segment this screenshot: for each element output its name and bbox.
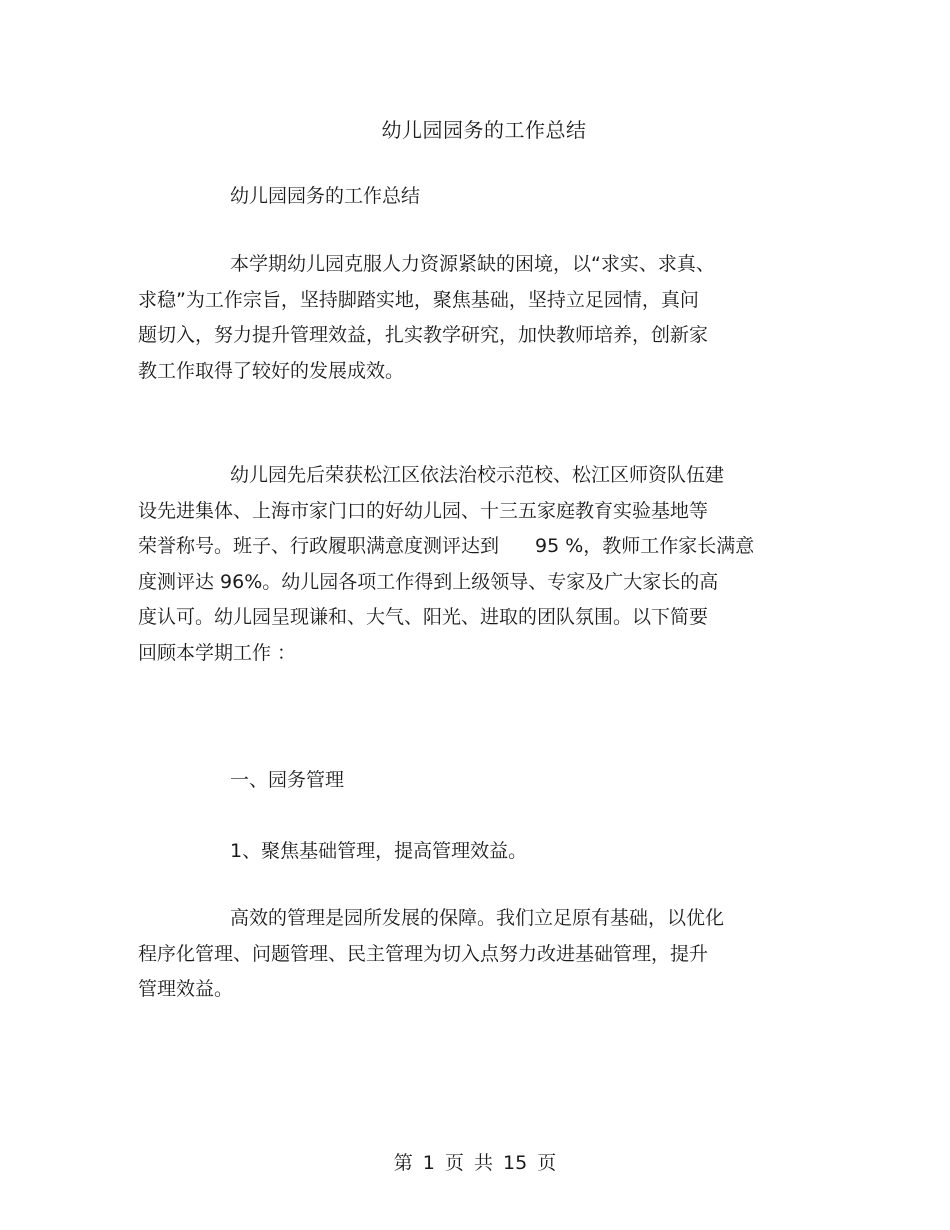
paragraph-honors <box>138 458 798 671</box>
paragraph-line: 高效的管理是园所发展的保障。我们立足原有基础，以优化 <box>230 907 725 929</box>
subsection-heading: 1、聚焦基础管理，提高管理效益。 <box>230 840 528 862</box>
paragraph-line <box>138 565 798 601</box>
document-subtitle: 幼儿园园务的工作总结 <box>230 185 421 207</box>
document-title: 幼儿园园务的工作总结 <box>381 118 587 142</box>
paragraph-fragment: 度测评达 <box>138 570 215 593</box>
paragraph-line: 教工作取得了较好的发展成效。 <box>138 359 405 382</box>
paragraph-line: 题切入，努力提升管理效益，扎实教学研究，加快教师培养，创新家 <box>138 324 709 346</box>
paragraph-intro <box>138 247 798 389</box>
paragraph-line: 幼儿园先后荣获松江区依法治校示范校、松江区师资队伍建 <box>230 464 725 486</box>
paragraph-fragment: 96%。幼儿园各项工作得到上级领导、专家及广大家长的高 <box>220 570 719 593</box>
paragraph-line: 管理效益。 <box>138 978 234 1000</box>
paragraph-line: 度认可。幼儿园呈现谦和、大气、阳光、进取的团队氛围。以下简要 <box>138 606 709 628</box>
paragraph-line: 回顾本学期工作 ： <box>138 641 297 664</box>
paragraph-fragment: 荣誉称号。班子、行政履职满意度测评达到 <box>138 535 500 557</box>
paragraph-line: 本学期幼儿园克服人力资源紧缺的困境，以“求实、求真、 <box>230 253 715 275</box>
paragraph-fragment: 95 %，教师工作家长满意 <box>535 535 755 557</box>
paragraph-line: 程序化管理、问题管理、民主管理为切入点努力改进基础管理，提升 <box>138 942 709 965</box>
paragraph-line: 设先进集体、上海市家门口的好幼儿园、十三五家庭教育实验基地等 <box>138 499 709 522</box>
section-heading: 一、园务管理 <box>230 769 345 791</box>
paragraph-line: 求稳”为工作宗旨，坚持脚踏实地，聚焦基础，坚持立足园情，真问 <box>138 288 699 311</box>
page-number-footer: 第 1 页 共 15 页 <box>393 1152 557 1174</box>
paragraph-management <box>138 901 798 1008</box>
paragraph-line <box>138 529 798 565</box>
